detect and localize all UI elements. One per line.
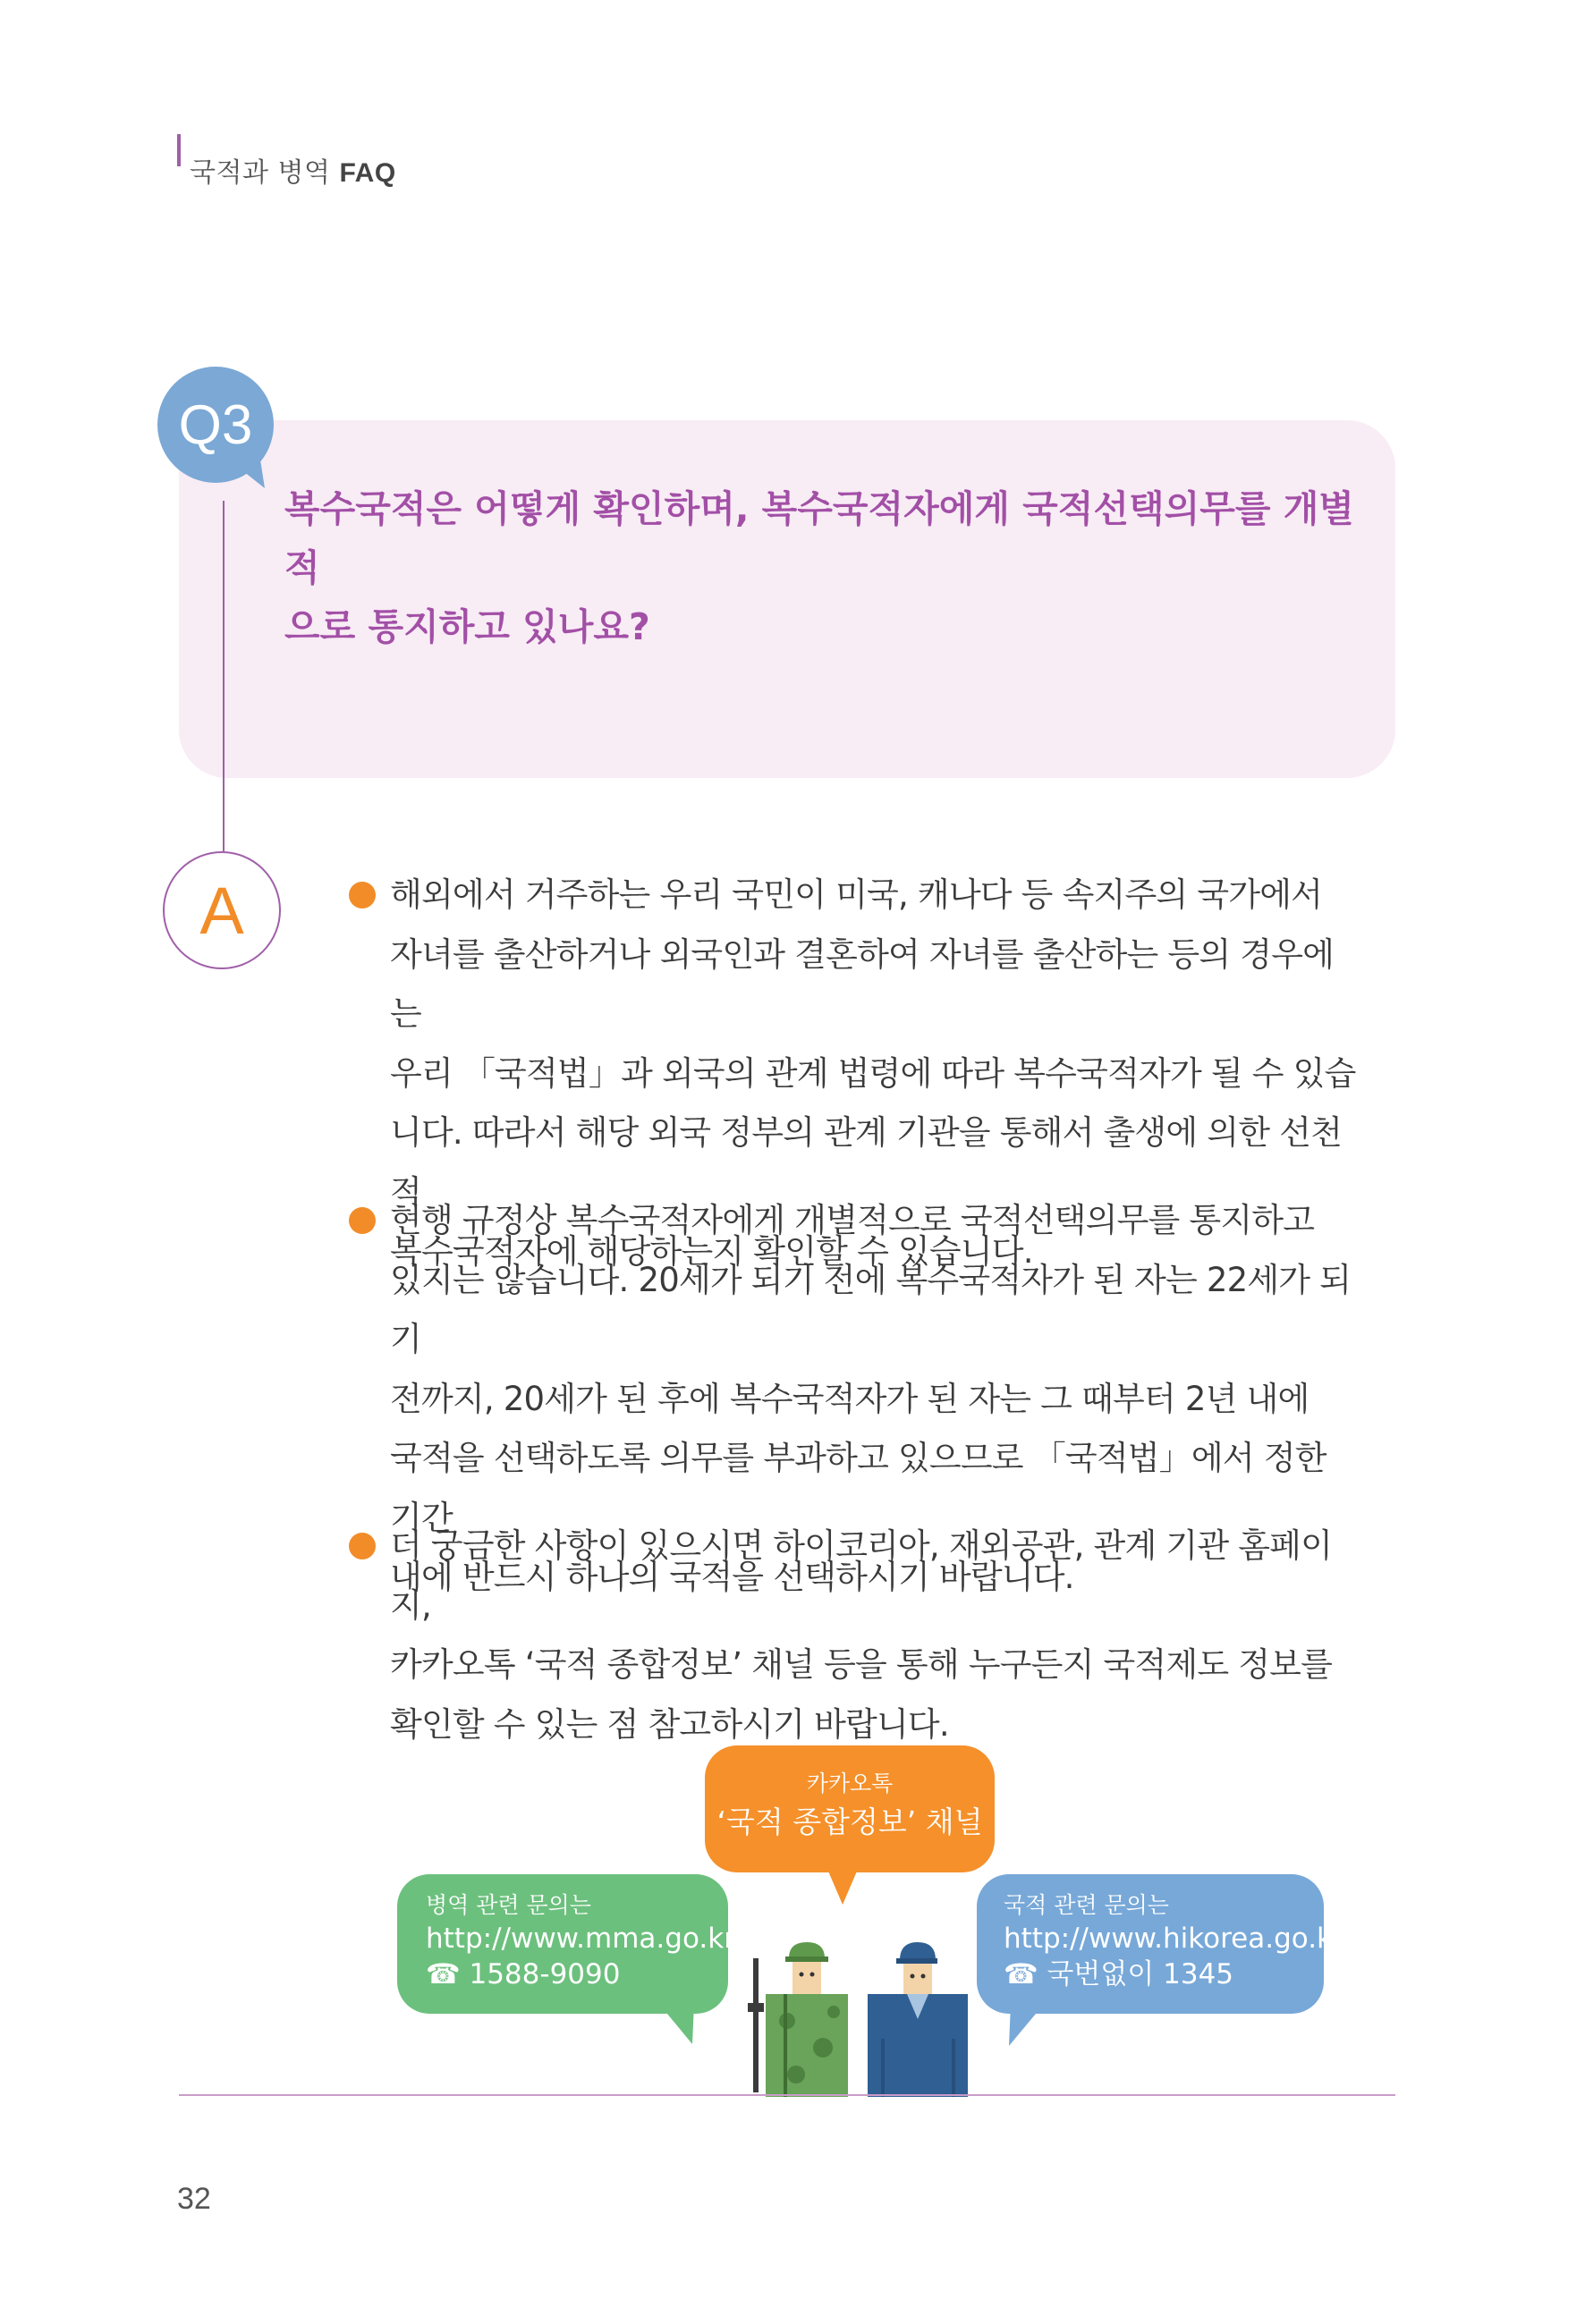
paragraph-line: 전까지, 20세가 된 후에 복수국적자가 된 자는 그 때부터 2년 내에 bbox=[390, 1379, 1310, 1418]
page-number: 32 bbox=[177, 2182, 211, 2216]
nationality-inquiry-title: 국적 관련 문의는 bbox=[1004, 1892, 1169, 1918]
paragraph-line: 카카오톡 ‘국적 종합정보’ 채널 등을 통해 누구든지 국적제도 정보를 bbox=[390, 1645, 1333, 1684]
military-phone: 1588-9090 bbox=[469, 1958, 621, 1990]
kakao-label: 카카오톡 bbox=[806, 1770, 894, 1796]
bullet-icon bbox=[349, 1533, 376, 1559]
nationality-url[interactable]: http://www.hikorea.go.kr bbox=[1004, 1923, 1344, 1955]
paragraph-line: 있지는 않습니다. 20세가 되기 전에 복수국적자가 된 자는 22세가 되기 bbox=[390, 1260, 1352, 1358]
bullet-icon bbox=[349, 882, 376, 908]
paragraph-line: 국적을 선택하도록 의무를 부과하고 있으므로 「국적법」에서 정한 기간 bbox=[390, 1439, 1326, 1537]
phone-icon: ☎ bbox=[426, 1958, 461, 1990]
running-header bbox=[190, 150, 396, 190]
question-line: 복수국적은 어떻게 확인하며, 복수국적자에게 국적선택의무를 개별적 bbox=[284, 487, 1354, 589]
kakao-channel-name: ‘국적 종합정보’ 채널 bbox=[716, 1804, 983, 1839]
illustration-base-line bbox=[179, 2094, 1395, 2096]
nationality-phone: 국번없이 1345 bbox=[1047, 1958, 1234, 1990]
military-url[interactable]: http://www.mma.go.kr bbox=[426, 1923, 735, 1955]
paragraph-line: 확인할 수 있는 점 참고하시기 바랍니다. bbox=[390, 1704, 949, 1744]
phone-icon: ☎ bbox=[1004, 1958, 1038, 1990]
bullet-icon bbox=[349, 1207, 376, 1234]
header-title-ko: 국적과 병역 bbox=[190, 157, 331, 189]
header-accent-bar bbox=[177, 134, 181, 166]
paragraph-line: 니다. 따라서 해당 외국 정부의 관계 기관을 통해서 출생에 의한 선천적 bbox=[390, 1113, 1343, 1212]
soldier-and-officer-illustration bbox=[733, 1940, 984, 2097]
military-inquiry-bubble bbox=[397, 1874, 735, 2014]
paragraph-line: 자녀를 출산하거나 외국인과 결혼하여 자녀를 출산하는 등의 경우에는 bbox=[390, 934, 1335, 1033]
question-label: Q3 bbox=[178, 393, 253, 456]
paragraph-line: 더 궁금한 사항이 있으시면 하이코리아, 재외공관, 관계 기관 홈페이지, bbox=[390, 1526, 1333, 1625]
header-title-en: FAQ bbox=[339, 158, 396, 188]
paragraph-line: 복수국적자에 해당하는지 확인할 수 있습니다. bbox=[390, 1232, 1033, 1271]
connector-line bbox=[223, 501, 225, 851]
answer-paragraph-3 bbox=[390, 1517, 1356, 1754]
nationality-inquiry-bubble bbox=[977, 1874, 1344, 2014]
paragraph-line: 내에 반드시 하나의 국적을 선택하시기 바랍니다. bbox=[390, 1558, 1074, 1596]
paragraph-line: 해외에서 거주하는 우리 국민이 미국, 캐나다 등 속지주의 국가에서 bbox=[390, 875, 1323, 914]
orange-bubble-tail bbox=[826, 1867, 862, 1908]
kakao-channel-bubble bbox=[705, 1745, 995, 1872]
paragraph-line: 현행 규정상 복수국적자에게 개별적으로 국적선택의무를 통지하고 bbox=[390, 1201, 1315, 1239]
question-line: 으로 통지하고 있나요? bbox=[284, 605, 650, 648]
answer-label: A bbox=[199, 873, 244, 948]
military-inquiry-title: 병역 관련 문의는 bbox=[426, 1892, 591, 1918]
paragraph-line: 우리 「국적법」과 외국의 관계 법령에 따라 복수국적자가 될 수 있습 bbox=[390, 1053, 1356, 1093]
question-text bbox=[284, 479, 1376, 656]
